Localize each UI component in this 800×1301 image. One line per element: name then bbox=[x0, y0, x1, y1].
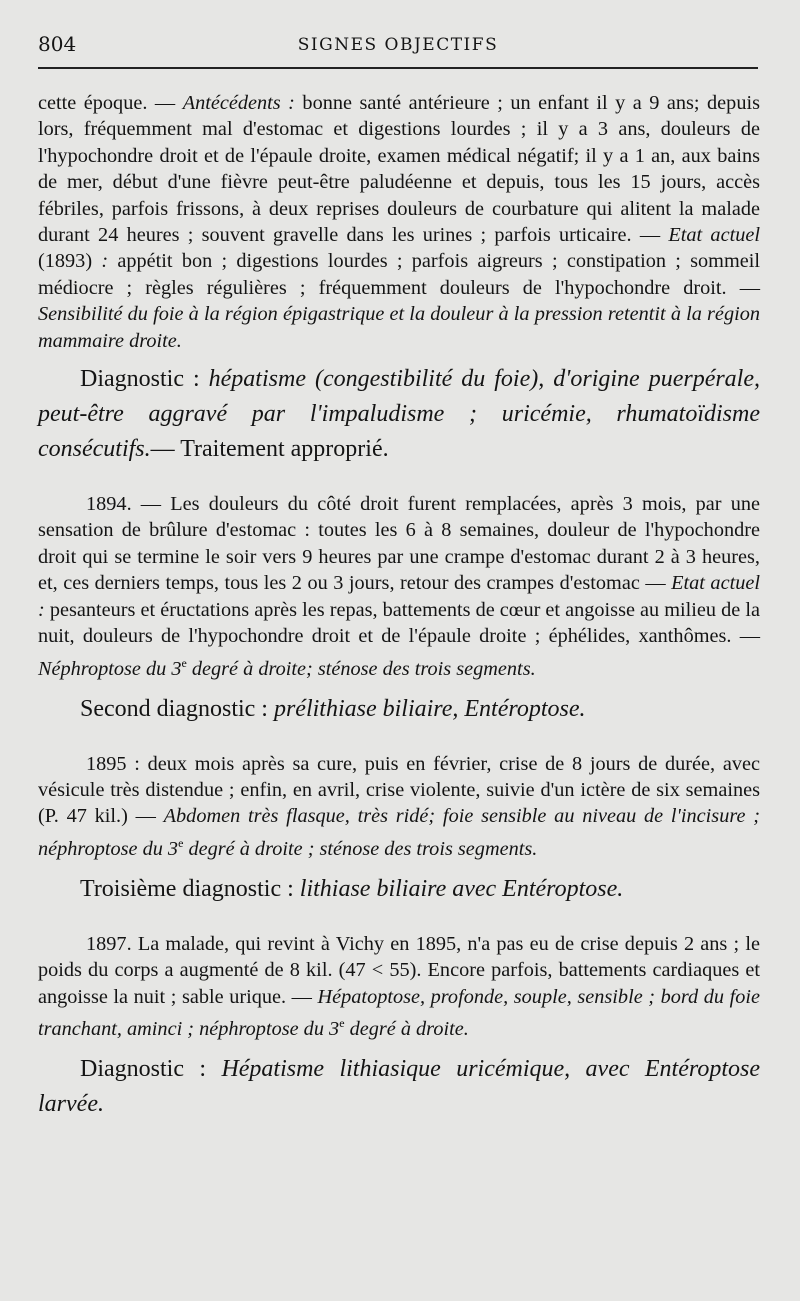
text-span: 1895 : deux mois après sa cure, puis en février, crise de 8 jours de durée, avec vésicule très distendue ; enfin, en avril, crise violente, suivie d'un ictère de six semaines (P. 47 kil.) — bbox=[38, 752, 760, 828]
italic-span: degré à droite; sténose des trois segments. bbox=[186, 657, 536, 680]
text-span: cette époque. — bbox=[38, 92, 183, 114]
page-number: 804 bbox=[38, 32, 77, 56]
paragraph-1895 bbox=[38, 751, 760, 862]
italic-span: Antécédents : bbox=[182, 92, 295, 114]
diagnostic-fourth bbox=[38, 1052, 760, 1122]
paragraph-1897 bbox=[38, 931, 760, 1042]
page-header bbox=[38, 32, 758, 64]
italic-span: Hépatoptose, profonde, souple, sensible ; bord du foie tranchant, aminci ; néphroptose du 3 bbox=[38, 985, 760, 1041]
diagnostic-first bbox=[38, 362, 760, 467]
text-span: Second diagnostic : bbox=[80, 695, 274, 722]
italic-span: hépatisme (congestibilité du foie), d'origine puerpérale, peut-être aggravé par l'impaludisme ; uricémie, rhumatoïdisme consécutifs. bbox=[38, 366, 761, 463]
text-span: bonne santé antérieure ; un enfant il y a 9 ans; depuis lors, fréquemment mal d'estomac et digestions lourdes ; il y a 3 ans, douleurs de l'hypochondre droit et de l'épaule droite, examen médical négatif; il y a 1 an, aux bains de mer, début d'une fièvre peut-être paludéenne et depuis, tous les 15 jours, accès fébriles, parfois frissons, à deux reprises douleurs de courbature qui alitent la malade durant 24 heures ; souvent gravelle dans les urines ; parfois urticaire. — bbox=[38, 92, 760, 247]
paragraph-1894 bbox=[38, 491, 760, 682]
diagnostic-third bbox=[38, 872, 760, 907]
italic-span: Abdomen très flasque, très ridé; foie sensible au niveau de l'incisure ; néphroptose du 3 bbox=[38, 805, 760, 860]
text-span: (1893) bbox=[38, 250, 102, 273]
italic-span: degré à droite. bbox=[344, 1018, 469, 1041]
header-rule bbox=[38, 67, 758, 69]
text-span: 1897. La malade, qui revint à Vichy en 1895, n'a pas eu de crise depuis 2 ans ; le poids du corps a augmenté de 8 kil. (47 < 55). Encore parfois, battements cardiaques et angoisse la nuit ; sable urique. — bbox=[38, 933, 760, 1008]
italic-span: Sensibilité du foie à la région épigastrique et la douleur à la pression retentit à la région mammaire droite. bbox=[38, 303, 760, 352]
text-span: 1894. — Les douleurs du côté droit furent remplacées, après 3 mois, par une sensation de brûlure d'estomac : toutes les 6 à 8 semaines, douleur de l'hypochondre droit qui se termine le soir vers 9 heures par une crampe d'estomac durant 2 à 3 heures, et, ces derniers temps, tous les 2 ou 3 jours, retour des crampes d'estomac — bbox=[38, 493, 760, 595]
text-span: Diagnostic : bbox=[80, 366, 209, 393]
italic-span: degré à droite ; sténose des trois segments. bbox=[183, 837, 538, 860]
running-title: SIGNES OBJECTIFS bbox=[297, 35, 499, 55]
italic-span: prélithiase biliaire, Entéroptose. bbox=[273, 695, 586, 722]
text-span: Troisième diagnostic : bbox=[80, 876, 300, 903]
paragraph-antecedents bbox=[38, 90, 760, 354]
italic-span: : bbox=[101, 250, 109, 273]
text-span: appétit bon ; digestions lourdes ; parfois aigreurs ; constipation ; sommeil médiocre ; règles régulières ; fréquemment douleurs de l'hypochondre droit. — bbox=[38, 250, 761, 299]
text-span: pesanteurs et éructations après les repas, battements de cœur et angoisse au milieu de la nuit, douleurs de l'hypochondre droit et de l'épaule droite ; éphélides, xanthômes. — bbox=[38, 598, 760, 648]
italic-span: lithiase biliaire avec Entéroptose. bbox=[299, 876, 624, 903]
superscript: e bbox=[181, 655, 187, 670]
italic-span: Etat actuel : bbox=[38, 572, 760, 621]
italic-span: Etat actuel bbox=[668, 224, 760, 247]
diagnostic-second bbox=[38, 692, 760, 727]
text-span: — Traitement approprié. bbox=[150, 436, 389, 463]
page-body bbox=[38, 90, 760, 1122]
italic-span: Hépatisme lithiasique uricémique, avec Entéroptose larvée. bbox=[38, 1056, 760, 1118]
text-span: Diagnostic : bbox=[80, 1056, 222, 1083]
italic-span: Néphroptose du 3 bbox=[38, 657, 182, 680]
superscript: e bbox=[178, 835, 184, 850]
superscript: e bbox=[339, 1016, 345, 1031]
